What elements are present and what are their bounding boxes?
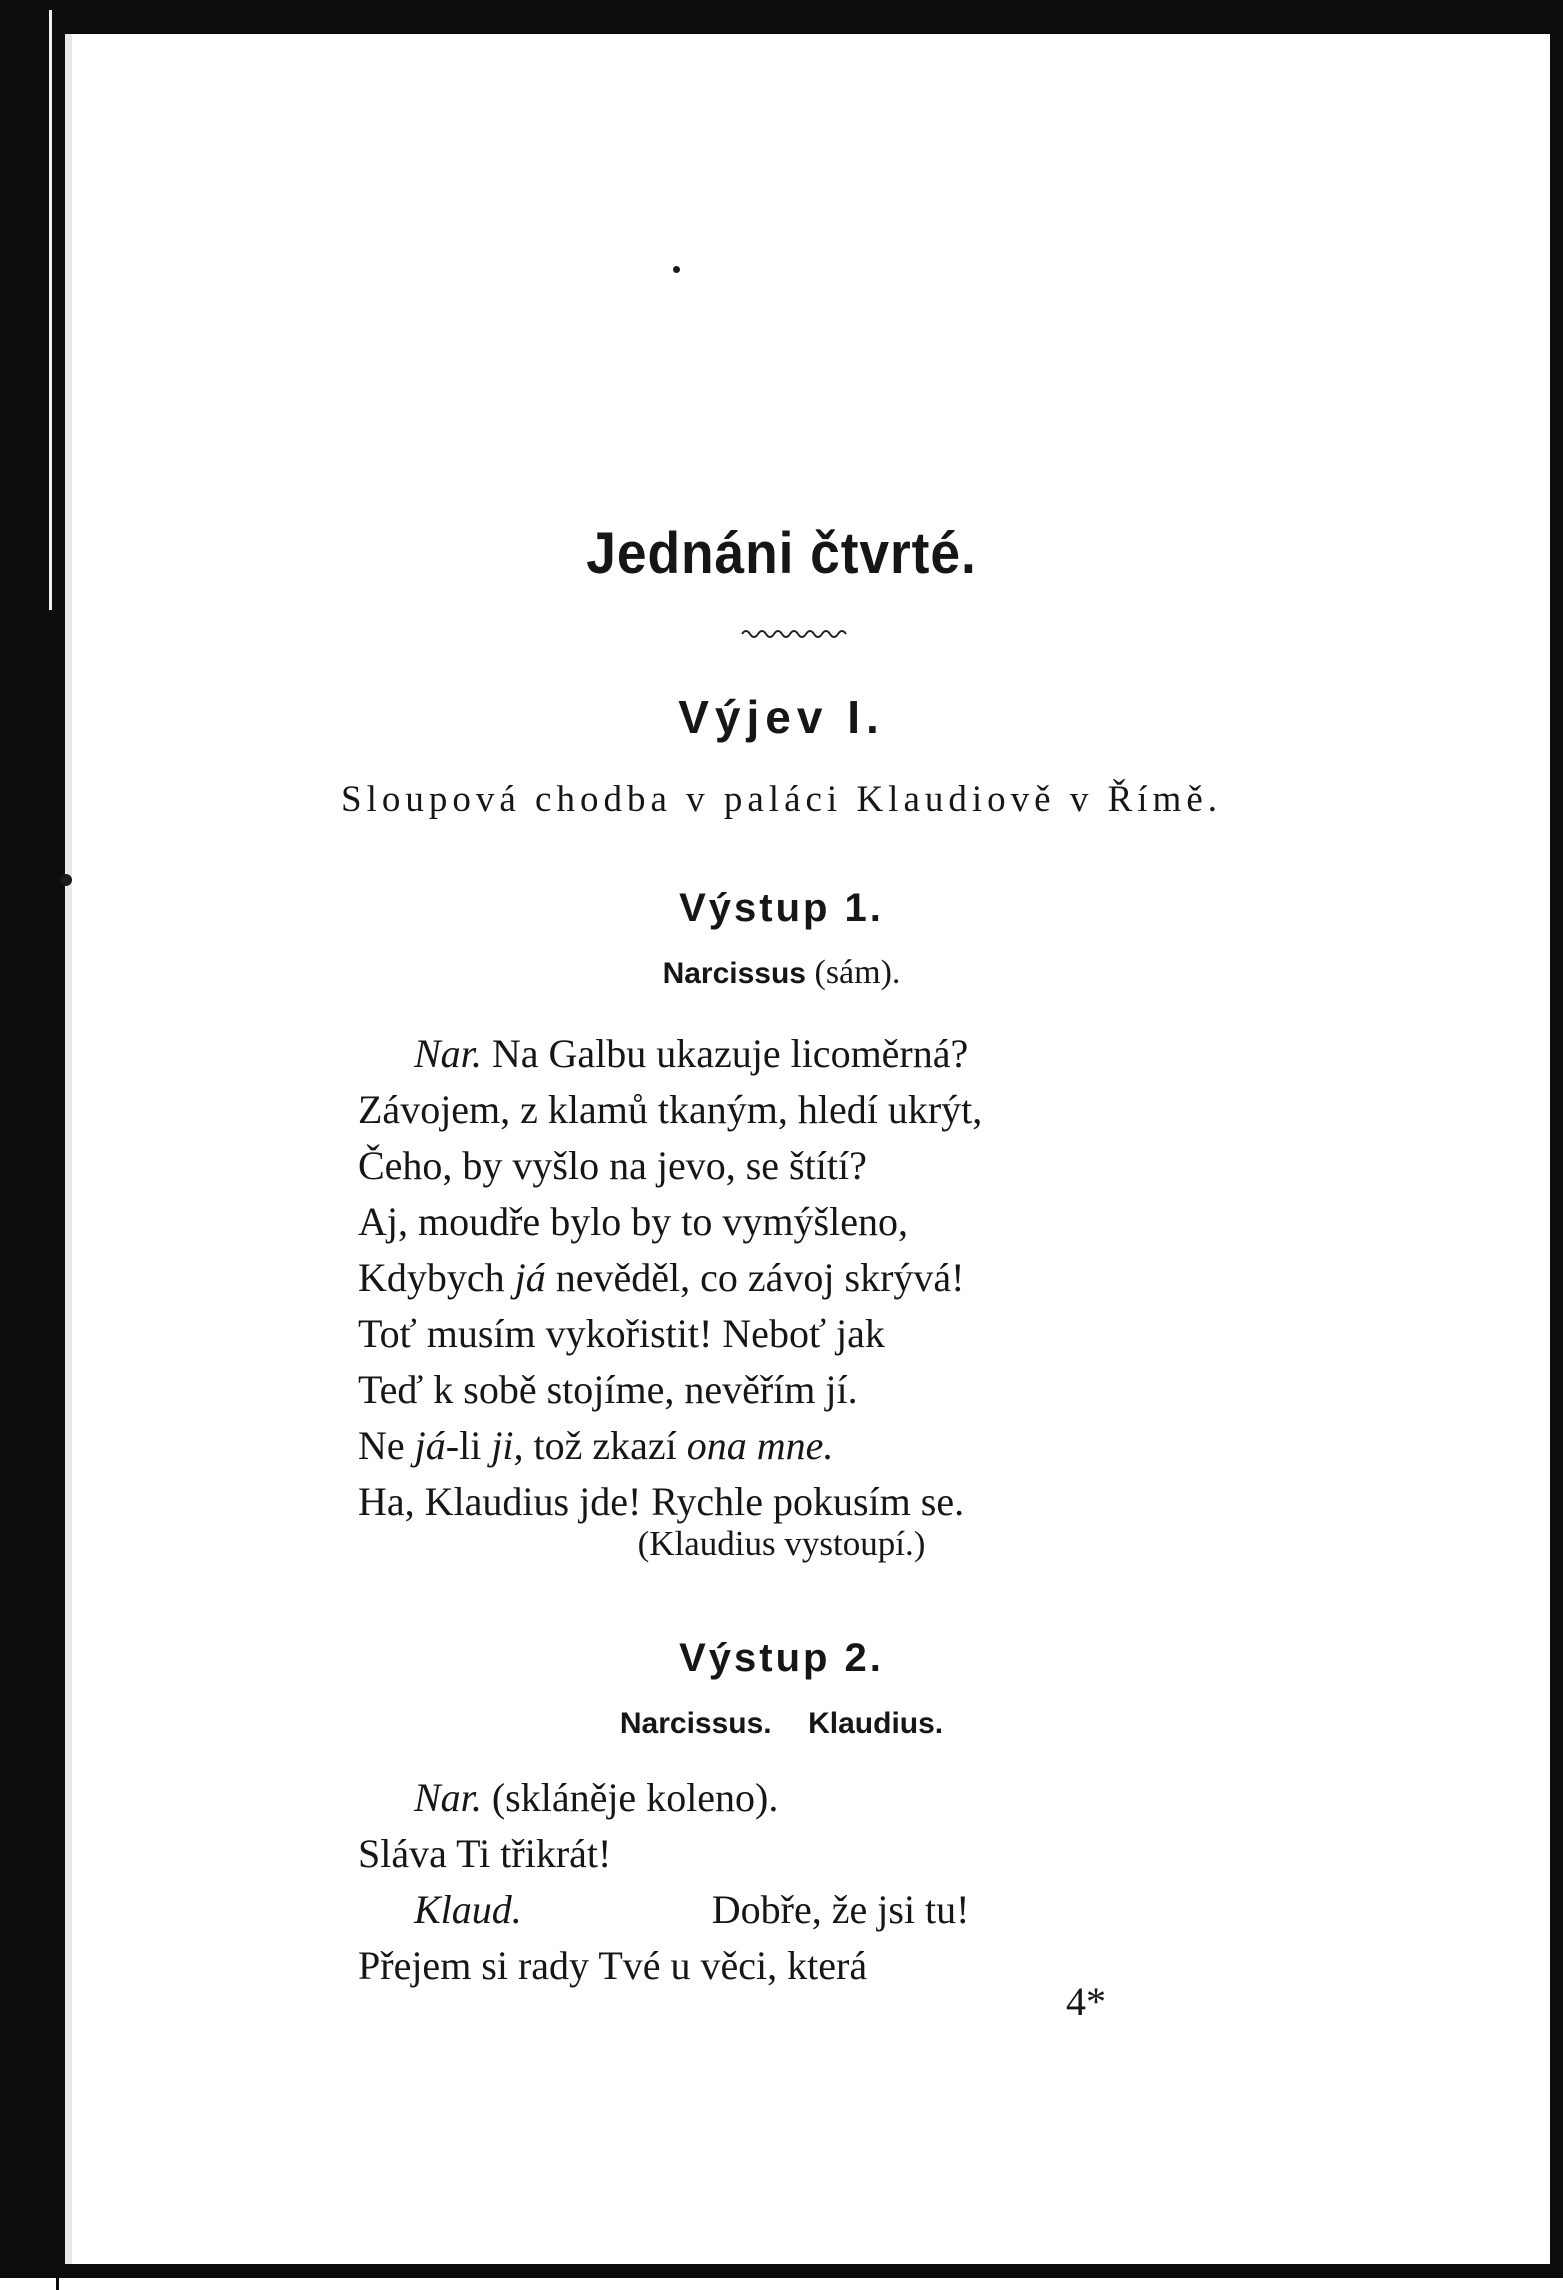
speech-line: Závojem, z klamů tkaným, hledí ukrýt,	[358, 1087, 983, 1132]
speech-line: Nar. Na Galbu ukazuje licoměrná?	[414, 1031, 969, 1076]
speaker-name: Nar.	[414, 1775, 482, 1820]
scan-frame-bottom	[0, 2264, 1563, 2278]
ink-speck	[673, 266, 680, 273]
speech-line: Sláva Ti třikrát!	[358, 1831, 612, 1876]
character-note: (sám).	[814, 954, 901, 991]
scene-title: Výjev I.	[678, 691, 885, 743]
scan-frame-top	[0, 0, 1563, 34]
character-name: Narcissus.	[619, 1707, 772, 1740]
entrance-1-characters	[0, 954, 1563, 992]
character-name: Klaudius.	[808, 1707, 944, 1740]
entrance-2-characters	[0, 1704, 1563, 1742]
signature-mark: 4*	[1066, 1979, 1106, 2024]
speech-1	[358, 1026, 982, 1530]
speech-line: Toť musím vykořistit! Neboť jak	[358, 1311, 885, 1356]
page-edge	[65, 34, 72, 2264]
speech-line: Ha, Klaudius jde! Rychle pokusím se.	[358, 1479, 965, 1524]
speech-line: Klaud. Dobře, že jsi tu!	[414, 1887, 970, 1932]
speech-line: Kdybych já nevěděl, co závoj skrývá!	[358, 1255, 965, 1300]
scene-setting: Sloupová chodba v paláci Klaudiově v Římě.	[341, 779, 1222, 820]
ornament-divider	[740, 624, 850, 640]
scan-frame-line	[56, 600, 59, 2290]
speaker-name: Nar.	[414, 1031, 482, 1076]
act-title: Jednáni čtvrté.	[586, 521, 977, 586]
speaker-name: Klaud.	[414, 1887, 522, 1932]
speech-line: Přejem si rady Tvé u věci, která	[358, 1943, 868, 1988]
speech-line: Teď k sobě stojíme, nevěřím jí.	[358, 1367, 858, 1412]
scan-frame-right	[1550, 0, 1563, 2278]
character-name: Narcissus	[662, 957, 806, 990]
ink-speck	[60, 874, 72, 886]
speech-line: Čeho, by vyšlo na jevo, se štítí?	[358, 1143, 867, 1188]
speech-line: Nar. (skláněje koleno).	[414, 1775, 779, 1820]
speech-line: Aj, moudře bylo by to vymýšleno,	[358, 1199, 908, 1244]
page-edge-line	[49, 10, 52, 610]
speech-2	[358, 1770, 970, 1994]
entrance-1-title: Výstup 1.	[679, 886, 884, 930]
speech-line: Ne já-li ji, tož zkazí ona mne.	[358, 1423, 834, 1468]
entrance-2-title: Výstup 2.	[679, 1636, 884, 1680]
stage-direction: (Klaudius vystoupí.)	[637, 1524, 926, 1563]
